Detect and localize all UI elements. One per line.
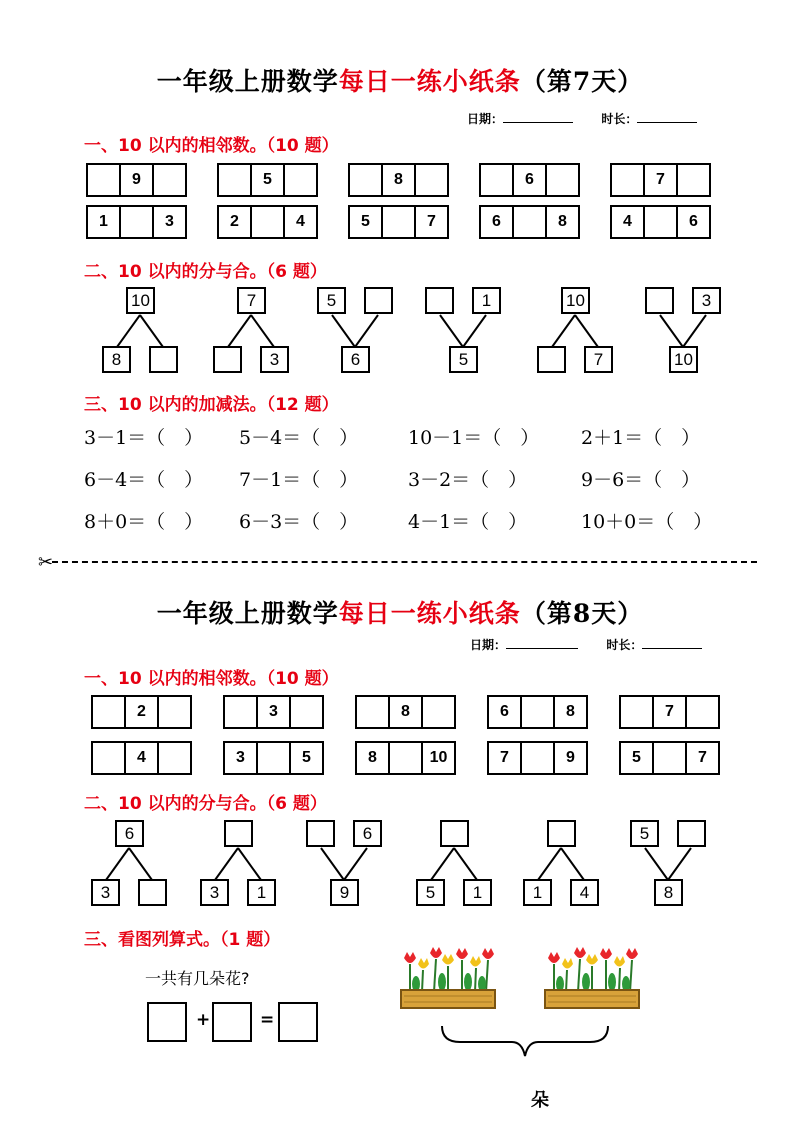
adjacent-group — [479, 163, 580, 197]
number-box: 9 — [330, 879, 359, 906]
number-box: 5 — [449, 346, 478, 373]
time-label: 时长： — [601, 112, 638, 126]
number-bond — [394, 820, 514, 910]
number-cell: 6 — [512, 165, 545, 195]
bond-line — [321, 848, 344, 880]
bond-line — [332, 315, 355, 347]
blank-cell[interactable] — [545, 165, 578, 195]
date-blank[interactable] — [503, 110, 573, 123]
section-picture-equation: 三、看图列算式。（1 题） — [84, 930, 281, 950]
answer-box-1[interactable] — [147, 1002, 187, 1042]
page-title-day8 — [0, 594, 800, 630]
date-blank[interactable] — [506, 636, 578, 649]
equation[interactable]: 7－1＝（ ） — [239, 469, 359, 491]
number-box: 10 — [669, 346, 698, 373]
blank-cell[interactable] — [621, 697, 652, 727]
number-cell: 5 — [361, 213, 370, 230]
blank-cell[interactable] — [350, 165, 381, 195]
number-cell: 7 — [414, 207, 447, 237]
date-time-row — [467, 110, 697, 127]
cut-line — [52, 561, 757, 563]
blank-cell[interactable] — [152, 165, 185, 195]
bond-line — [431, 848, 454, 880]
adjacent-group — [91, 741, 192, 775]
adjacent-group — [355, 741, 456, 775]
number-cell: 4 — [623, 213, 632, 230]
blank-box[interactable] — [425, 287, 454, 314]
blank-cell[interactable] — [225, 697, 256, 727]
time-blank[interactable] — [642, 636, 702, 649]
bond-line — [463, 315, 486, 347]
blank-cell[interactable] — [93, 697, 124, 727]
blank-cell[interactable] — [357, 697, 388, 727]
number-cell: 7 — [500, 749, 509, 766]
bond-line — [129, 848, 152, 880]
time-blank[interactable] — [637, 110, 697, 123]
number-bond — [608, 820, 728, 910]
blank-cell[interactable] — [520, 743, 553, 773]
number-box: 1 — [463, 879, 492, 906]
number-cell: 8 — [388, 697, 421, 727]
number-box: 8 — [102, 346, 131, 373]
blank-box[interactable] — [138, 879, 167, 906]
blank-cell[interactable] — [481, 165, 512, 195]
blank-cell[interactable] — [250, 207, 283, 237]
equation[interactable]: 2＋1＝（ ） — [581, 427, 701, 449]
blank-cell[interactable] — [93, 743, 124, 773]
section-decompose: 二、10 以内的分与合。（6 题） — [84, 262, 327, 282]
number-cell: 5 — [289, 743, 322, 773]
blank-cell[interactable] — [512, 207, 545, 237]
number-cell: 4 — [283, 207, 316, 237]
adjacent-group — [348, 163, 449, 197]
number-cell: 2 — [124, 697, 157, 727]
number-box: 3 — [91, 879, 120, 906]
curly-brace — [440, 1024, 610, 1064]
bond-line — [215, 848, 238, 880]
number-bonds-2 — [0, 820, 800, 915]
adjacent-group — [610, 163, 711, 197]
number-cell: 2 — [230, 213, 239, 230]
number-bond — [295, 287, 415, 377]
blank-cell[interactable] — [421, 697, 454, 727]
blank-cell[interactable] — [157, 697, 190, 727]
number-box: 6 — [341, 346, 370, 373]
blank-cell[interactable] — [88, 165, 119, 195]
title-text: 一年级上册数学 — [156, 67, 339, 96]
title-red-text: 每日一练小纸条 — [338, 67, 521, 96]
bond-line — [668, 848, 691, 880]
adjacent-group — [223, 695, 324, 729]
equation[interactable]: 5－4＝（ ） — [239, 427, 359, 449]
bond-line — [117, 315, 140, 347]
equation[interactable]: 9－6＝（ ） — [581, 469, 701, 491]
adjacent-group — [610, 205, 711, 239]
blank-box[interactable] — [306, 820, 335, 847]
equation[interactable]: 10＋0＝（ ） — [581, 511, 713, 533]
number-bond — [515, 287, 635, 377]
title-day: （第8天） — [520, 599, 644, 628]
adjacent-group — [348, 205, 449, 239]
blank-cell[interactable] — [289, 697, 322, 727]
number-box: 6 — [115, 820, 144, 847]
number-bond — [178, 820, 298, 910]
number-box: 6 — [353, 820, 382, 847]
question-text: 一共有几朵花? — [145, 969, 250, 988]
number-box: 10 — [561, 287, 590, 314]
number-box: 3 — [692, 287, 721, 314]
number-box: 3 — [260, 346, 289, 373]
number-bond — [403, 287, 523, 377]
number-box: 1 — [523, 879, 552, 906]
number-cell: 6 — [500, 703, 509, 720]
blank-cell[interactable] — [414, 165, 447, 195]
adjacent-group — [355, 695, 456, 729]
equation[interactable]: 4－1＝（ ） — [408, 511, 528, 533]
blank-cell[interactable] — [643, 207, 676, 237]
bond-line — [683, 315, 706, 347]
adjacent-group — [223, 741, 324, 775]
equals-sign: = — [260, 1010, 275, 1030]
number-cell: 6 — [492, 213, 501, 230]
adjacent-group — [86, 205, 187, 239]
bond-line — [140, 315, 163, 347]
bond-line — [106, 848, 129, 880]
bond-line — [344, 848, 367, 880]
number-cell: 7 — [652, 697, 685, 727]
equation[interactable]: 6－4＝（ ） — [84, 469, 204, 491]
blank-box[interactable] — [537, 346, 566, 373]
blank-box[interactable] — [645, 287, 674, 314]
bond-line — [238, 848, 261, 880]
section-decompose: 二、10 以内的分与合。（6 题） — [84, 794, 327, 814]
number-cell: 8 — [545, 207, 578, 237]
equation[interactable]: 3－2＝（ ） — [408, 469, 528, 491]
answer-box-2[interactable] — [212, 1002, 252, 1042]
number-cell: 4 — [124, 743, 157, 773]
number-cell: 5 — [250, 165, 283, 195]
number-cell: 8 — [368, 749, 377, 766]
adjacent-group — [619, 695, 720, 729]
blank-cell[interactable] — [157, 743, 190, 773]
blank-cell[interactable] — [283, 165, 316, 195]
equation[interactable]: 6－3＝（ ） — [239, 511, 359, 533]
number-cell: 5 — [632, 749, 641, 766]
number-cell: 9 — [119, 165, 152, 195]
adjacent-group — [479, 205, 580, 239]
equation[interactable]: 3－1＝（ ） — [84, 427, 204, 449]
blank-box[interactable] — [440, 820, 469, 847]
date-label: 日期： — [470, 638, 507, 652]
title-day: （第7天） — [520, 67, 644, 96]
equation[interactable]: 10－1＝（ ） — [408, 427, 540, 449]
number-cell: 3 — [256, 697, 289, 727]
section-adjacent-numbers: 一、10 以内的相邻数。（10 题） — [84, 136, 339, 156]
number-bond — [501, 820, 621, 910]
number-box: 5 — [630, 820, 659, 847]
adjacent-group — [86, 163, 187, 197]
blank-cell[interactable] — [652, 743, 685, 773]
date-label: 日期： — [467, 112, 504, 126]
title-text: 一年级上册数学 — [156, 599, 339, 628]
adjacent-group — [91, 695, 192, 729]
bond-line — [355, 315, 378, 347]
bond-line — [660, 315, 683, 347]
bond-line — [645, 848, 668, 880]
unit-label: 朵 — [531, 1090, 549, 1111]
bond-line — [538, 848, 561, 880]
number-cell: 1 — [99, 213, 108, 230]
flower-pot-icon — [542, 944, 642, 1014]
bond-line — [440, 315, 463, 347]
adjacent-group — [487, 695, 588, 729]
bond-line — [251, 315, 274, 347]
number-cell: 3 — [152, 207, 185, 237]
number-box: 5 — [317, 287, 346, 314]
adjacent-group — [487, 741, 588, 775]
blank-cell[interactable] — [685, 697, 718, 727]
number-cell: 7 — [685, 743, 718, 773]
number-cell: 10 — [421, 743, 454, 773]
time-label: 时长： — [606, 638, 643, 652]
number-box: 7 — [237, 287, 266, 314]
number-bond — [80, 287, 200, 377]
flower-pot-icon — [398, 944, 498, 1014]
number-box: 7 — [584, 346, 613, 373]
number-bond — [284, 820, 404, 910]
adjacent-group — [217, 163, 318, 197]
page-title-day7 — [0, 62, 800, 98]
number-cell: 6 — [676, 207, 709, 237]
blank-box[interactable] — [213, 346, 242, 373]
title-red-text: 每日一练小纸条 — [338, 599, 521, 628]
blank-cell[interactable] — [219, 165, 250, 195]
blank-box[interactable] — [364, 287, 393, 314]
number-box: 8 — [654, 879, 683, 906]
equation[interactable]: 8＋0＝（ ） — [84, 511, 204, 533]
number-cell: 3 — [236, 749, 245, 766]
blank-cell[interactable] — [520, 697, 553, 727]
number-box: 5 — [416, 879, 445, 906]
blank-cell[interactable] — [381, 207, 414, 237]
bond-line — [454, 848, 477, 880]
adjacent-group — [217, 205, 318, 239]
blank-box[interactable] — [547, 820, 576, 847]
section-adjacent-numbers: 一、10 以内的相邻数。（10 题） — [84, 669, 339, 689]
blank-cell[interactable] — [119, 207, 152, 237]
number-cell: 8 — [553, 697, 586, 727]
number-cell: 7 — [643, 165, 676, 195]
adjacent-group — [619, 741, 720, 775]
number-bonds-1 — [0, 287, 800, 382]
bond-line — [561, 848, 584, 880]
blank-box[interactable] — [224, 820, 253, 847]
blank-box[interactable] — [149, 346, 178, 373]
number-box: 3 — [200, 879, 229, 906]
date-time-row — [470, 636, 702, 653]
number-box: 1 — [472, 287, 501, 314]
bond-line — [552, 315, 575, 347]
number-box: 4 — [570, 879, 599, 906]
number-cell: 9 — [553, 743, 586, 773]
number-bond — [191, 287, 311, 377]
bond-line — [575, 315, 598, 347]
answer-box-3[interactable] — [278, 1002, 318, 1042]
plus-sign: + — [196, 1010, 211, 1030]
blank-cell[interactable] — [388, 743, 421, 773]
number-box: 1 — [247, 879, 276, 906]
number-cell: 8 — [381, 165, 414, 195]
number-box: 10 — [126, 287, 155, 314]
blank-cell[interactable] — [612, 165, 643, 195]
number-bond — [69, 820, 189, 910]
number-bond — [623, 287, 743, 377]
bond-line — [228, 315, 251, 347]
section-add-sub: 三、10 以内的加减法。（12 题） — [84, 395, 339, 415]
blank-box[interactable] — [677, 820, 706, 847]
blank-cell[interactable] — [256, 743, 289, 773]
blank-cell[interactable] — [676, 165, 709, 195]
scissors-icon: ✂ — [38, 552, 54, 573]
